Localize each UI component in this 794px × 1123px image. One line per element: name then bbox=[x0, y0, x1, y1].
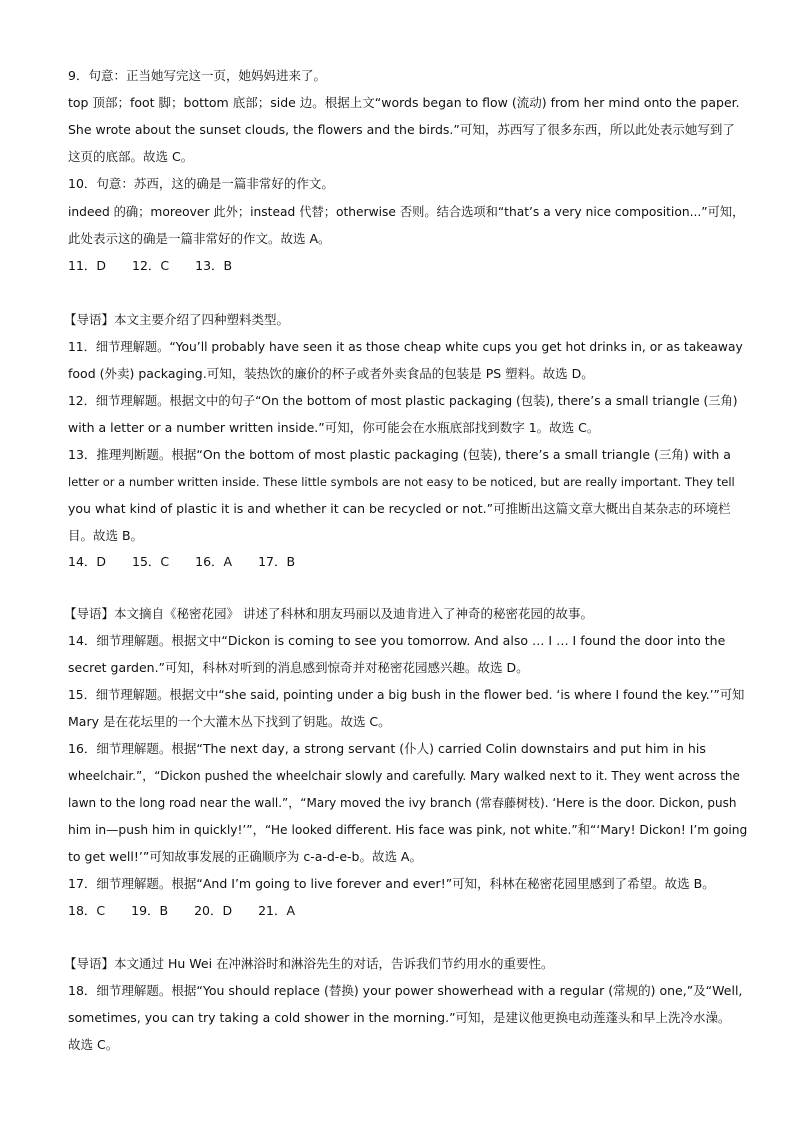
explanation-16-line-2: wheelchair.”，“Dickon pushed the wheelchair slowly and carefully. Mary walked next to it. They went across the bbox=[68, 769, 740, 783]
answer-item: 18．C bbox=[68, 903, 106, 918]
answer-key-14-17 bbox=[68, 554, 317, 570]
answer-item: 20．D bbox=[194, 903, 233, 918]
explanation-9-line-3: 这页的底部。故选 C。 bbox=[68, 149, 194, 164]
explanation-16-line-3: lawn to the long road near the wall.”，“Mary moved the ivy branch (常春藤树枝). ‘Here is the door. Dickon, push bbox=[68, 796, 737, 810]
answer-item: 11．D bbox=[68, 258, 107, 273]
explanation-9-line-2: She wrote about the sunset clouds, the flowers and the birds.”可知，苏西写了很多东西，所以此处表示她写到了 bbox=[68, 122, 735, 137]
explanation-10-title: 10．句意：苏西，这的确是一篇非常好的作文。 bbox=[68, 176, 334, 191]
guide-intro-water-saving: 【导语】本文通过 Hu Wei 在冲淋浴时和淋浴先生的对话，告诉我们节约用水的重要性。 bbox=[64, 956, 554, 971]
explanation-13-line-1: 13．推理判断题。根据“On the bottom of most plastic packaging (包装), there’s a small triangle (三角) with a bbox=[68, 447, 731, 462]
explanation-12-line-1: 12．细节理解题。根据文中的句子“On the bottom of most plastic packaging (包装), there’s a small triangle (三角) bbox=[68, 394, 738, 408]
explanation-10-line-2: 此处表示这的确是一篇非常好的作文。故选 A。 bbox=[68, 231, 331, 246]
answer-key-18-21 bbox=[68, 903, 317, 919]
explanation-13-line-3: you what kind of plastic it is and whether it can be recycled or not.”可推断出这篇文章大概出自某杂志的环境栏 bbox=[68, 501, 731, 516]
explanation-16-line-5: to get well!’”可知故事发展的正确顺序为 c-a-d-e-b。故选 A。 bbox=[68, 849, 422, 864]
explanation-16-line-1: 16．细节理解题。根据“The next day, a strong servant (仆人) carried Colin downstairs and put him in his bbox=[68, 741, 706, 756]
explanation-14-line-2: secret garden.”可知，科林对听到的消息感到惊奇并对秘密花园感兴趣。故选 D。 bbox=[68, 660, 529, 675]
explanation-18-line-1: 18．细节理解题。根据“You should replace (替换) your power showerhead with a regular (常规的) one,”及“Well, bbox=[68, 983, 743, 998]
answer-item: 17．B bbox=[258, 554, 296, 569]
explanation-14-line-1: 14．细节理解题。根据文中“Dickon is coming to see you tomorrow. And also … I … I found the door into the bbox=[68, 633, 726, 648]
answer-key-11-13 bbox=[68, 258, 254, 274]
answer-item: 14．D bbox=[68, 554, 107, 569]
guide-intro-plastics: 【导语】本文主要介绍了四种塑料类型。 bbox=[64, 312, 290, 327]
explanation-13-line-4: 目。故选 B。 bbox=[68, 528, 144, 543]
guide-intro-secret-garden: 【导语】本文摘自《秘密花园》 讲述了科林和朋友玛丽以及迪肯进入了神奇的秘密花园的故事。 bbox=[64, 606, 593, 621]
answer-item: 13．B bbox=[195, 258, 233, 273]
explanation-11-line-1: 11．细节理解题。“You’ll probably have seen it as those cheap white cups you get hot drinks in, or as takeaway bbox=[68, 340, 743, 354]
explanation-9-title: 9．句意：正当她写完这一页，她妈妈进来了。 bbox=[68, 68, 326, 83]
answer-item: 21．A bbox=[258, 903, 296, 918]
explanation-15-line-1: 15．细节理解题。根据文中“she said, pointing under a big bush in the flower bed. ‘is where I found the key.’”可知 bbox=[68, 688, 745, 702]
explanation-18-line-2: sometimes, you can try taking a cold shower in the morning.”可知，是建议他更换电动莲蓬头和早上洗冷水澡。 bbox=[68, 1010, 731, 1025]
explanation-15-line-2: Mary 是在花坛里的一个大灌木丛下找到了钥匙。故选 C。 bbox=[68, 714, 391, 729]
answer-item: 15．C bbox=[132, 554, 170, 569]
explanation-9-line-1: top 顶部；foot 脚；bottom 底部；side 边。根据上文“words began to flow (流动) from her mind onto the paper. bbox=[68, 95, 740, 110]
explanation-12-line-2: with a letter or a number written inside.”可知，你可能会在水瓶底部找到数字 1。故选 C。 bbox=[68, 420, 600, 435]
explanation-18-line-3: 故选 C。 bbox=[68, 1037, 119, 1052]
explanation-10-line-1: indeed 的确；moreover 此外；instead 代替；otherwise 否则。结合选项和“that’s a very nice composition...”可知， bbox=[68, 205, 745, 219]
explanation-17-line-1: 17．细节理解题。根据“And I’m going to live forever and ever!”可知，科林在秘密花园里感到了希望。故选 B。 bbox=[68, 876, 715, 891]
answer-item: 19．B bbox=[131, 903, 169, 918]
answer-item: 12．C bbox=[132, 258, 170, 273]
explanation-16-line-4: him in—push him in quickly!’”，“He looked different. His face was pink, not white.”和“‘Mary! Dickon! I’m going bbox=[68, 823, 748, 837]
explanation-11-line-2: food (外卖) packaging.可知，装热饮的廉价的杯子或者外卖食品的包装是 PS 塑料。故选 D。 bbox=[68, 366, 594, 381]
answer-item: 16．A bbox=[195, 554, 233, 569]
explanation-13-line-2: letter or a number written inside. These little symbols are not easy to be noticed, but are really important. They tell bbox=[68, 475, 735, 489]
